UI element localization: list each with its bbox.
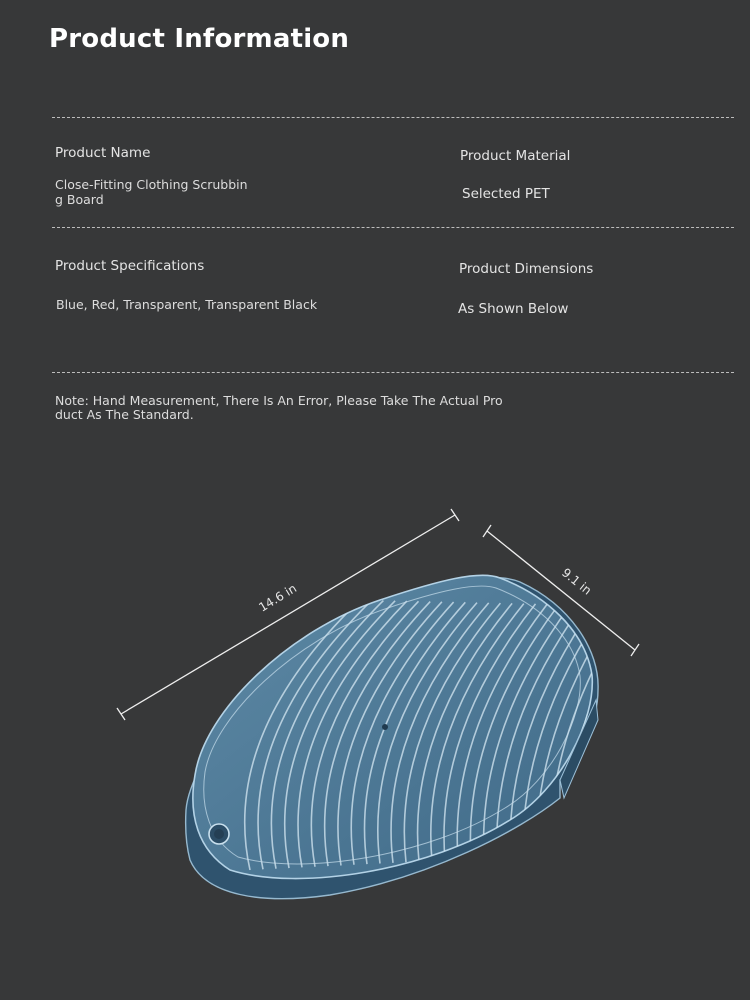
center-dot bbox=[382, 724, 388, 730]
product-dimensions-value: As Shown Below bbox=[458, 301, 569, 317]
product-specifications-label: Product Specifications bbox=[55, 258, 205, 274]
product-specifications-value: Blue, Red, Transparent, Transparent Black bbox=[56, 297, 318, 312]
width-label: 9.1 in bbox=[559, 565, 595, 598]
measurement-note: Note: Hand Measurement, There Is An Error, Please Take The Actual Product As The Standard. bbox=[55, 393, 503, 422]
page-title: Product Information bbox=[49, 24, 350, 54]
divider-top bbox=[52, 117, 734, 118]
divider-bottom bbox=[52, 372, 734, 373]
scrubbing-board-figure bbox=[0, 480, 750, 940]
hanging-hole-icon bbox=[209, 824, 229, 844]
divider-middle bbox=[52, 227, 734, 228]
length-label: 14.6 in bbox=[256, 581, 300, 615]
product-material-label: Product Material bbox=[460, 148, 571, 164]
product-material-value: Selected PET bbox=[462, 186, 550, 202]
board-top bbox=[193, 575, 592, 878]
product-name-value: Close-Fitting Clothing Scrubbing Board bbox=[55, 177, 248, 207]
product-name-label: Product Name bbox=[55, 145, 151, 161]
product-dimensions-label: Product Dimensions bbox=[459, 261, 594, 277]
